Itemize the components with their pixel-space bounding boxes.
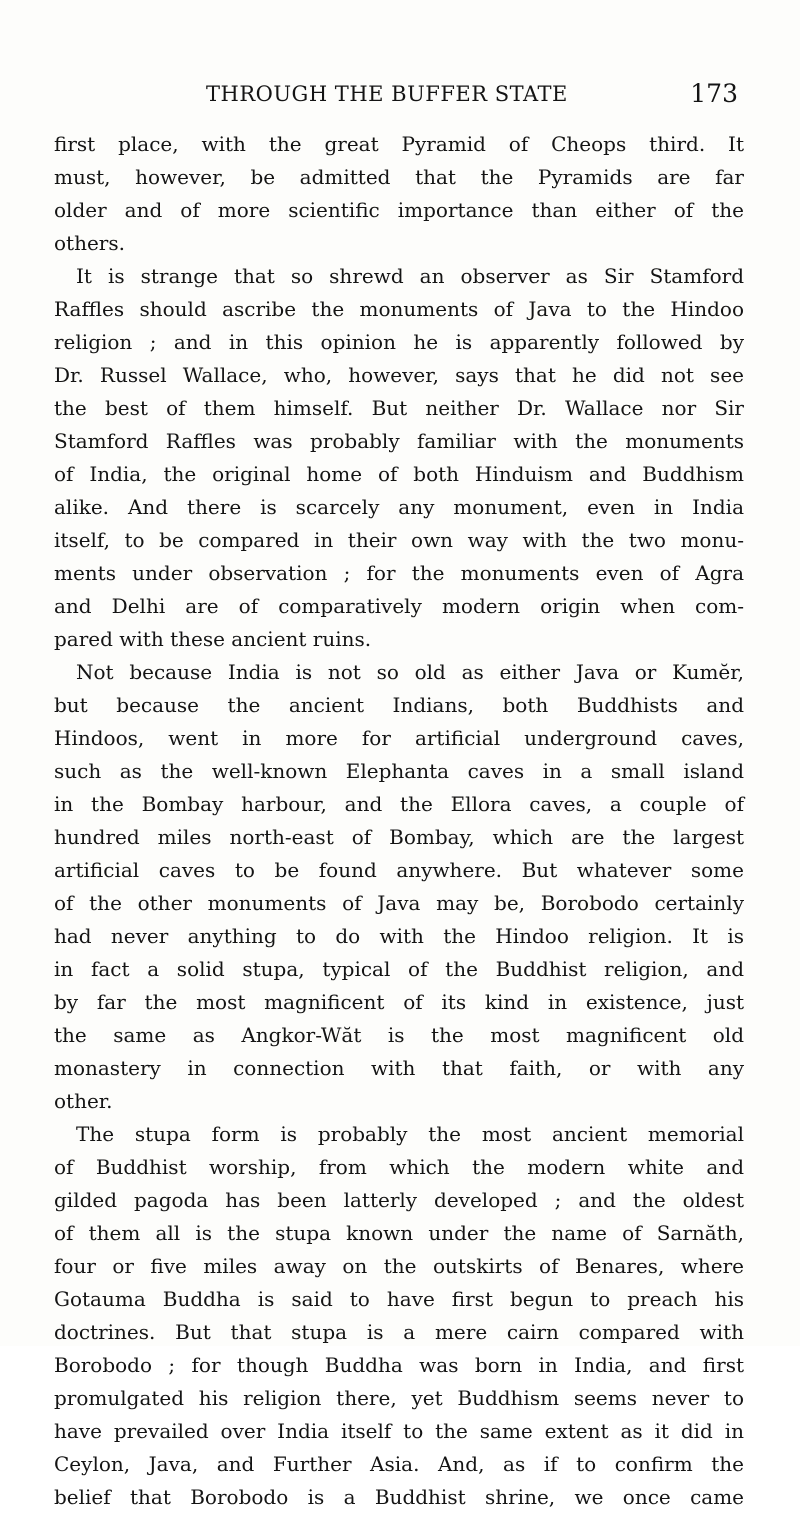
text-line: religion ; and in this opinion he is apparently followed by — [54, 330, 744, 354]
text-line: It is strange that so shrewd an observer as Sir Stamford — [76, 264, 744, 288]
text-line: gilded pagoda has been latterly developed ; and the oldest — [54, 1188, 744, 1212]
text-line: four or five miles away on the outskirts of Benares, where — [54, 1254, 744, 1278]
text-line: the same as Angkor-Wăt is the most magnificent old — [54, 1023, 744, 1047]
running-header — [0, 79, 800, 112]
text-line: Gotauma Buddha is said to have first begun to preach his — [54, 1287, 744, 1311]
text-line: of them all is the stupa known under the name of Sarnăth, — [54, 1221, 744, 1245]
text-line: belief that Borobodo is a Buddhist shrine, we once came — [54, 1485, 744, 1509]
text-line: of Buddhist worship, from which the modern white and — [54, 1155, 744, 1179]
text-line: Ceylon, Java, and Further Asia. And, as if to confirm the — [54, 1452, 744, 1476]
text-line: Raffles should ascribe the monuments of Java to the Hindoo — [54, 297, 744, 321]
text-line: must, however, be admitted that the Pyramids are far — [54, 165, 744, 189]
text-line: first place, with the great Pyramid of Cheops third. It — [54, 132, 744, 156]
text-line: the best of them himself. But neither Dr. Wallace nor Sir — [54, 396, 744, 420]
text-line: Hindoos, went in more for artificial underground caves, — [54, 726, 744, 750]
text-line: in fact a solid stupa, typical of the Buddhist religion, and — [54, 957, 744, 981]
text-line: of the other monuments of Java may be, Borobodo certainly — [54, 891, 744, 915]
text-line: itself, to be compared in their own way with the two monu- — [54, 528, 744, 552]
text-line: of India, the original home of both Hinduism and Buddhism — [54, 462, 744, 486]
body-text — [54, 128, 744, 1514]
text-line: but because the ancient Indians, both Buddhists and — [54, 693, 744, 717]
text-line: hundred miles north-east of Bombay, which are the largest — [54, 825, 744, 849]
page-number: 173 — [690, 79, 738, 108]
text-line: by far the most magnificent of its kind in existence, just — [54, 990, 744, 1014]
text-line: and Delhi are of comparatively modern origin when com- — [54, 594, 744, 618]
text-line: promulgated his religion there, yet Buddhism seems never to — [54, 1386, 744, 1410]
text-line: doctrines. But that stupa is a mere cairn compared with — [54, 1320, 744, 1344]
text-line: Dr. Russel Wallace, who, however, says that he did not see — [54, 363, 744, 387]
text-line: Borobodo ; for though Buddha was born in India, and first — [54, 1353, 744, 1377]
text-line: other. — [54, 1089, 113, 1113]
text-line: Not because India is not so old as either Java or Kumĕr, — [76, 660, 744, 684]
text-line: in the Bombay harbour, and the Ellora caves, a couple of — [54, 792, 744, 816]
text-line: such as the well-known Elephanta caves in a small island — [54, 759, 744, 783]
text-line: pared with these ancient ruins. — [54, 627, 372, 651]
text-line: artificial caves to be found anywhere. But whatever some — [54, 858, 744, 882]
text-line: ments under observation ; for the monuments even of Agra — [54, 561, 744, 585]
text-line: The stupa form is probably the most ancient memorial — [76, 1122, 744, 1146]
text-line: alike. And there is scarcely any monument, even in India — [54, 495, 744, 519]
running-title: THROUGH THE BUFFER STATE — [206, 82, 568, 106]
text-line: Stamford Raffles was probably familiar with the monuments — [54, 429, 744, 453]
text-line: monastery in connection with that faith, or with any — [54, 1056, 744, 1080]
text-line: have prevailed over India itself to the same extent as it did in — [54, 1419, 744, 1443]
text-line: others. — [54, 231, 125, 255]
text-line: had never anything to do with the Hindoo religion. It is — [54, 924, 744, 948]
text-line: older and of more scientific importance than either of the — [54, 198, 744, 222]
